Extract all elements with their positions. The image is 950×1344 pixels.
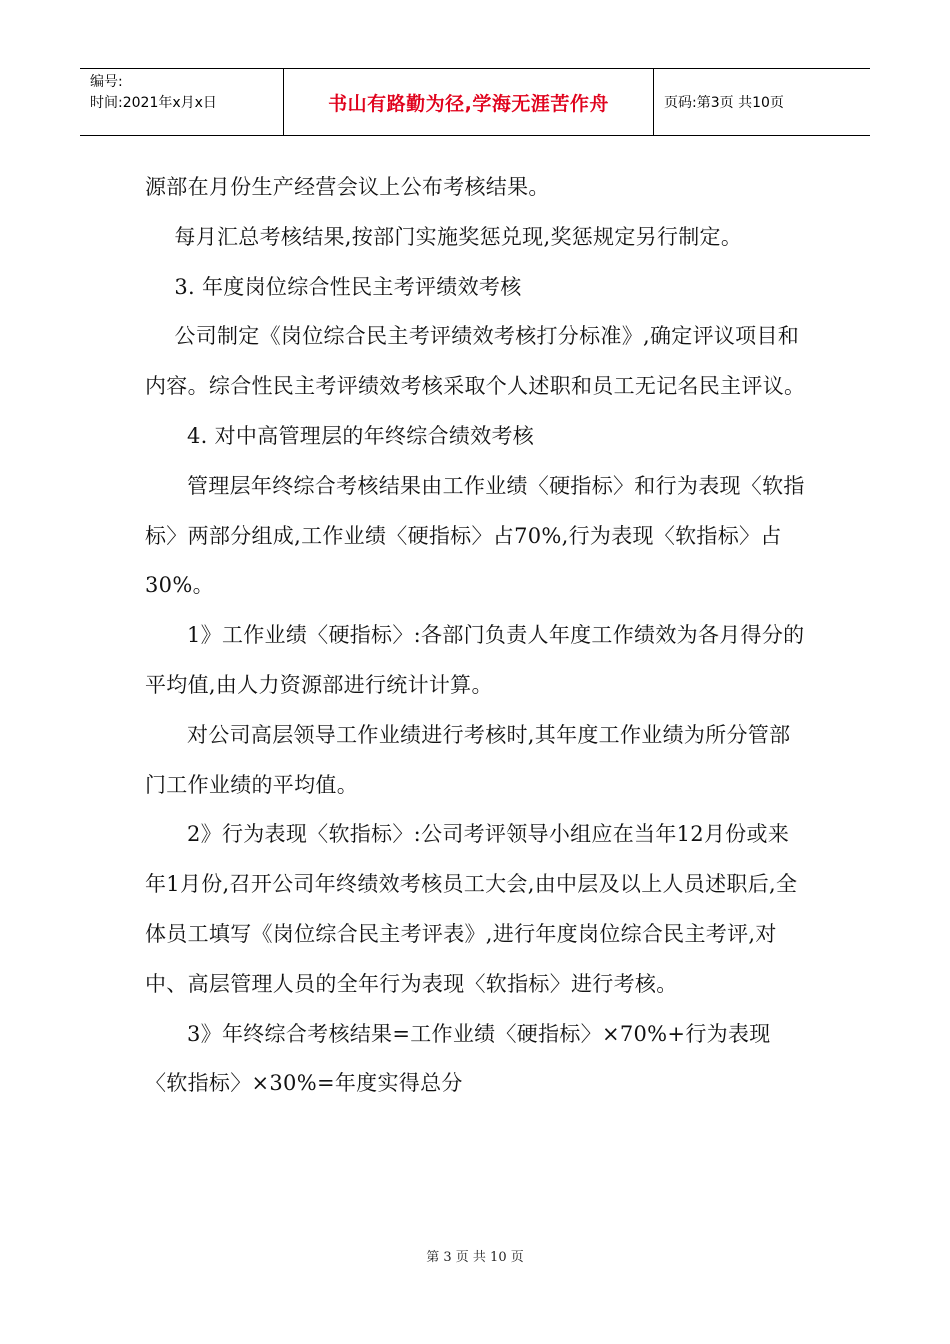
paragraph: 对公司高层领导工作业绩进行考核时,其年度工作业绩为所分管部门工作业绩的平均值。	[145, 722, 791, 797]
section-heading: 4. 对中高管理层的年终综合绩效考核	[187, 423, 535, 448]
header-date-label: 时间:2021年x月x日	[90, 95, 217, 111]
header-motto: 书山有路勤为径,学海无涯苦作舟	[283, 69, 654, 135]
paragraph: 3》年终综合考核结果=工作业绩〈硬指标〉×70%+行为表现〈软指标〉×30%=年度实得总分	[145, 1021, 771, 1096]
document-body	[145, 163, 810, 1109]
paragraph: 公司制定《岗位综合民主考评绩效考核打分标准》,确定评议项目和内容。综合性民主考评绩效考核采取个人述职和员工无记名民主评议。	[145, 324, 806, 399]
paragraph: 源部在月份生产经营会议上公布考核结果。	[145, 175, 550, 199]
header-page-info: 页码:第3页 共10页	[664, 95, 784, 111]
section-heading: 3. 年度岗位综合性民主考评绩效考核	[174, 274, 522, 299]
header-meta	[80, 69, 283, 135]
header-number-label: 编号:	[90, 74, 123, 90]
paragraph: 2》行为表现〈软指标〉:公司考评领导小组应在当年12月份或来年1月份,召开公司年终绩效考核员工大会,由中层及以上人员述职后,全体员工填写《岗位综合民主考评表》,进行年度岗位综合民主考评,对中、高层管理人员的全年行为表现〈软指标〉进行考核。	[145, 822, 798, 996]
paragraph: 管理层年终综合考核结果由工作业绩〈硬指标〉和行为表现〈软指标〉两部分组成,工作业绩〈硬指标〉占70%,行为表现〈软指标〉占30%。	[145, 473, 805, 598]
page-header	[80, 68, 870, 136]
paragraph: 1》工作业绩〈硬指标〉:各部门负责人年度工作绩效为各月得分的平均值,由人力资源部进行统计计算。	[145, 623, 805, 697]
paragraph: 每月汇总考核结果,按部门实施奖惩兑现,奖惩规定另行制定。	[174, 224, 743, 249]
page-footer: 第 3 页 共 10 页	[426, 1250, 524, 1265]
